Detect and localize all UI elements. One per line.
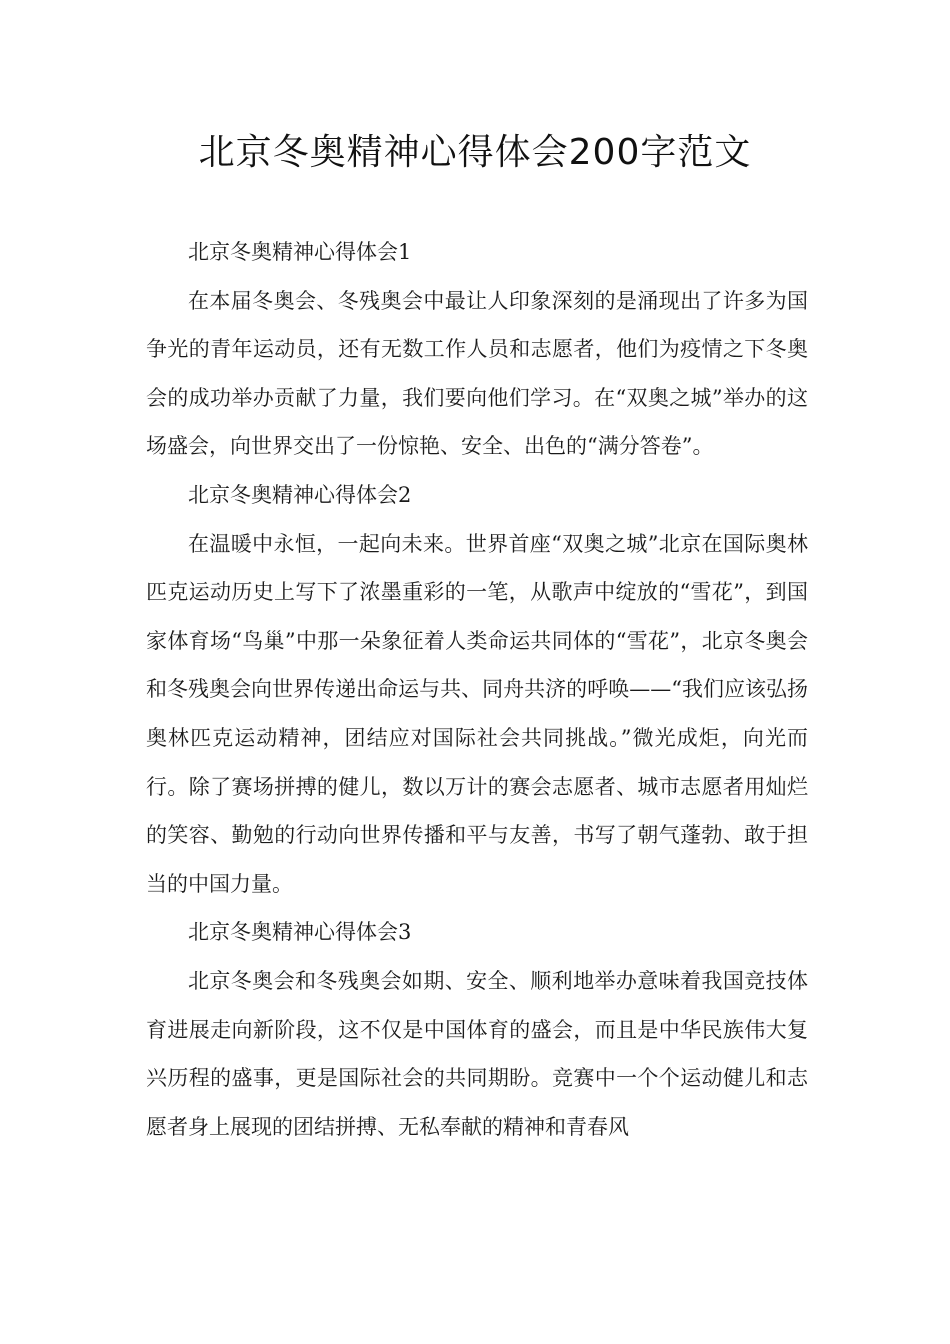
section-heading-3: 北京冬奥精神心得体会3: [188, 920, 412, 945]
section-heading-2: 北京冬奥精神心得体会2: [188, 482, 412, 507]
section-heading-1: 北京冬奥精神心得体会1: [188, 240, 412, 264]
document-body: [146, 228, 808, 1151]
section-paragraph-1: 在本届冬奥会、冬残奥会中最让人印象深刻的是涌现出了许多为国争光的青年运动员，还有无数工作人员和志愿者，他们为疫情之下冬奥会的成功举办贡献了力量，我们要向他们学习。在“双奥之城”举办的这场盛会，向世界交出了一份惊艳、安全、出色的“满分答卷”。: [146, 288, 808, 459]
section-paragraph-3: 北京冬奥会和冬残奥会如期、安全、顺利地举办意味着我国竞技体育进展走向新阶段，这不仅是中国体育的盛会，而且是中华民族伟大复兴历程的盛事，更是国际社会的共同期盼。竞赛中一个个运动健儿和志愿者身上展现的团结拼搏、无私奉献的精神和青春风: [146, 968, 808, 1139]
document-title: 北京冬奥精神心得体会200字范文: [198, 132, 752, 173]
section-paragraph-2: 在温暖中永恒，一起向未来。世界首座“双奥之城”北京在国际奥林匹克运动历史上写下了浓墨重彩的一笔，从歌声中绽放的“雪花”，到国家体育场“鸟巢”中那一朵象征着人类命运共同体的“雪花”，北京冬奥会和冬残奥会向世界传递出命运与共、同舟共济的呼唤——“我们应该弘扬奥林匹克运动精神，团结应对国际社会共同挑战。”微光成炬，向光而行。除了赛场拼搏的健儿，数以万计的赛会志愿者、城市志愿者用灿烂的笑容、勤勉的行动向世界传播和平与友善，书写了朝气蓬勃、敢于担当的中国力量。: [146, 531, 808, 896]
